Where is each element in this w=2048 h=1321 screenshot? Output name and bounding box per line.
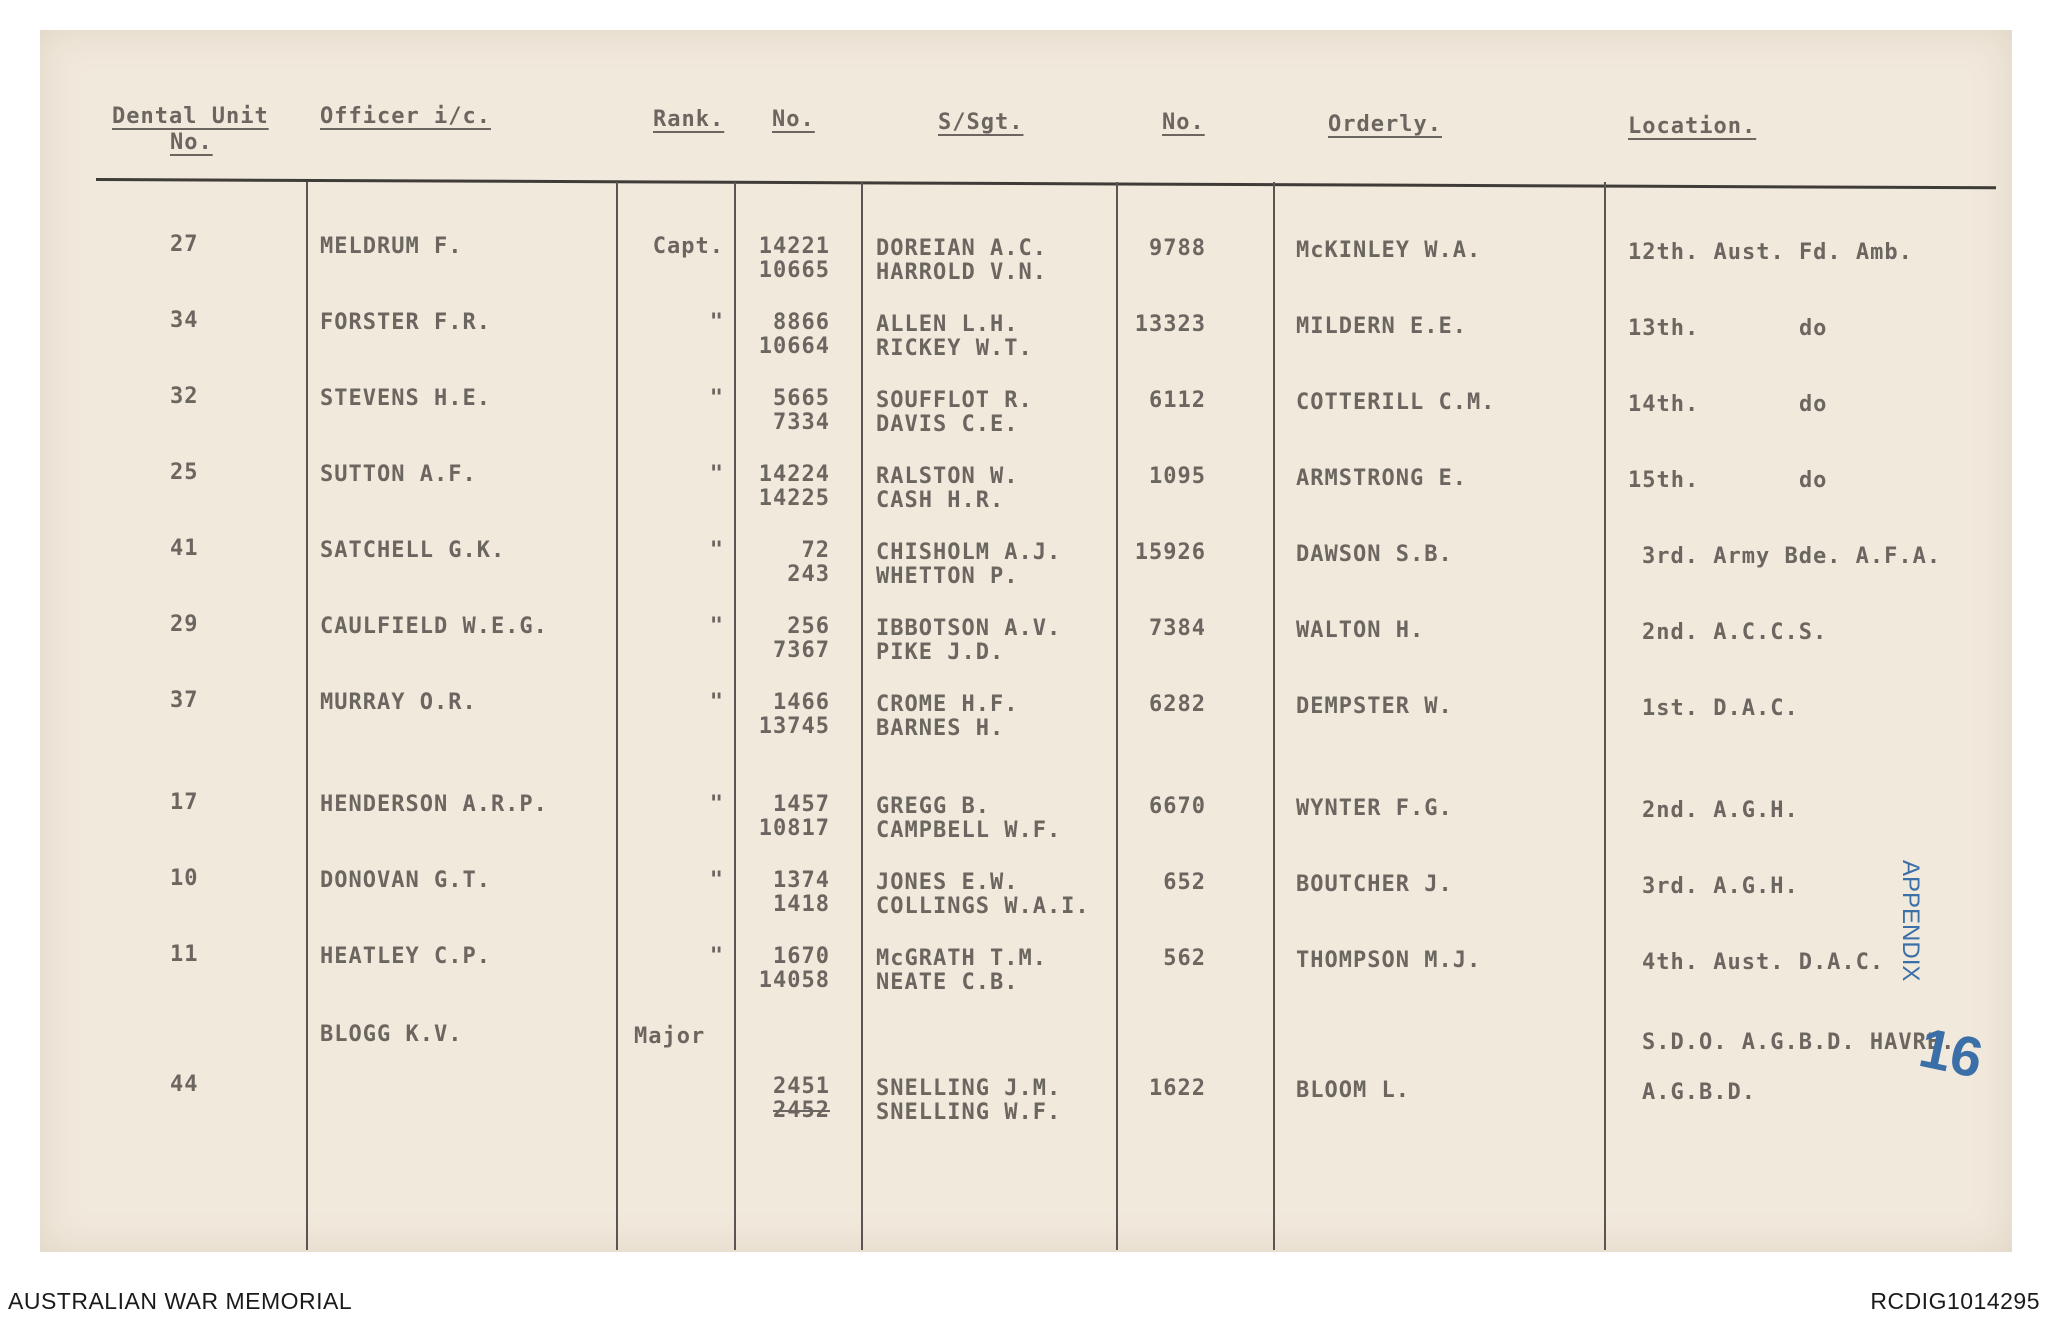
row-rank: Capt.: [652, 234, 724, 259]
row-location: 2nd. A.C.C.S.: [1642, 620, 1828, 645]
row-orderly: MILDERN E.E.: [1296, 314, 1467, 339]
row-unit-no: 34: [170, 308, 199, 333]
row-ssgt-a: JONES E.W.: [876, 870, 1019, 895]
row-officer: DONOVAN G.T.: [320, 868, 491, 893]
row-no1-a: 14221: [758, 234, 830, 259]
blogg-rank: Major: [634, 1024, 706, 1049]
row-unit-no: 27: [170, 232, 199, 257]
column-divider: [734, 182, 736, 1250]
row-location: 14th. do: [1628, 392, 1828, 417]
row-no1-b: 13745: [758, 714, 830, 739]
row-no2: 15926: [1134, 540, 1206, 565]
row-no2: 9788: [1149, 236, 1206, 261]
unit-44-no1-b: 2452: [773, 1098, 830, 1123]
header-no-1: No.: [772, 107, 815, 132]
blogg-location: S.D.O. A.G.B.D. HAVRE.: [1642, 1030, 1956, 1055]
row-no1-b: 10817: [758, 816, 830, 841]
row-ssgt-b: CAMPBELL W.F.: [876, 818, 1062, 843]
header-rank: Rank.: [653, 107, 725, 132]
row-ssgt-b: PIKE J.D.: [876, 640, 1005, 665]
row-orderly: McKINLEY W.A.: [1296, 238, 1482, 263]
row-ssgt-b: COLLINGS W.A.I.: [876, 894, 1090, 919]
row-orderly: DEMPSTER W.: [1296, 694, 1453, 719]
footer-institution: AUSTRALIAN WAR MEMORIAL: [8, 1288, 353, 1314]
header-officer: Officer i/c.: [320, 104, 491, 129]
row-no1-b: 7367: [773, 638, 830, 663]
row-rank: ": [709, 792, 724, 817]
row-orderly: BOUTCHER J.: [1296, 872, 1453, 897]
header-ssgt: S/Sgt.: [938, 110, 1024, 135]
header-location: Location.: [1628, 114, 1757, 139]
blogg-officer: BLOGG K.V.: [320, 1022, 463, 1047]
row-unit-no: 17: [170, 790, 199, 815]
row-ssgt-a: GREGG B.: [876, 794, 990, 819]
row-no1-b: 7334: [773, 410, 830, 435]
row-no1-a: 1457: [773, 792, 830, 817]
row-no1-a: 1466: [773, 690, 830, 715]
row-orderly: WYNTER F.G.: [1296, 796, 1453, 821]
unit-44-orderly: BLOOM L.: [1296, 1078, 1410, 1103]
row-ssgt-a: CROME H.F.: [876, 692, 1019, 717]
row-no1-b: 10665: [758, 258, 830, 283]
row-unit-no: 41: [170, 536, 199, 561]
row-no2: 562: [1163, 946, 1206, 971]
row-location: 3rd. Army Bde. A.F.A.: [1642, 544, 1942, 569]
row-unit-no: 10: [170, 866, 199, 891]
row-ssgt-a: IBBOTSON A.V.: [876, 616, 1062, 641]
appendix-stamp: APPENDIX: [1897, 860, 1924, 982]
row-no2: 6670: [1149, 794, 1206, 819]
row-ssgt-b: DAVIS C.E.: [876, 412, 1019, 437]
row-ssgt-a: McGRATH T.M.: [876, 946, 1047, 971]
row-unit-no: 32: [170, 384, 199, 409]
header-no-2: No.: [1162, 110, 1205, 135]
row-officer: MURRAY O.R.: [320, 690, 477, 715]
row-unit-no: 29: [170, 612, 199, 637]
row-no1-a: 14224: [758, 462, 830, 487]
row-no2: 6112: [1149, 388, 1206, 413]
row-rank: ": [709, 462, 724, 487]
row-no1-a: 5665: [773, 386, 830, 411]
row-officer: CAULFIELD W.E.G.: [320, 614, 548, 639]
footer-record-id: RCDIG1014295: [1870, 1288, 2040, 1314]
row-no2: 652: [1163, 870, 1206, 895]
row-unit-no: 11: [170, 942, 199, 967]
column-divider: [1604, 182, 1606, 1250]
row-no1-a: 1670: [773, 944, 830, 969]
row-orderly: ARMSTRONG E.: [1296, 466, 1467, 491]
row-ssgt-b: BARNES H.: [876, 716, 1005, 741]
row-location: 12th. Aust. Fd. Amb.: [1628, 240, 1913, 265]
row-orderly: COTTERILL C.M.: [1296, 390, 1496, 415]
column-divider: [1273, 182, 1275, 1250]
row-ssgt-a: ALLEN L.H.: [876, 312, 1019, 337]
row-no1-a: 8866: [773, 310, 830, 335]
row-rank: ": [709, 310, 724, 335]
column-divider: [861, 182, 863, 1250]
row-location: 15th. do: [1628, 468, 1828, 493]
row-officer: SATCHELL G.K.: [320, 538, 506, 563]
row-rank: ": [709, 386, 724, 411]
unit-44-no2: 1622: [1149, 1076, 1206, 1101]
unit-44-location: A.G.B.D.: [1642, 1080, 1756, 1105]
unit-44-no1-a: 2451: [773, 1074, 830, 1099]
header-dental-unit-no: No.: [170, 130, 213, 155]
row-ssgt-b: NEATE C.B.: [876, 970, 1019, 995]
unit-44-ssgt-b: SNELLING W.F.: [876, 1100, 1062, 1125]
column-divider: [616, 182, 618, 1250]
row-location: 2nd. A.G.H.: [1642, 798, 1799, 823]
row-ssgt-a: SOUFFLOT R.: [876, 388, 1033, 413]
row-rank: ": [709, 868, 724, 893]
row-rank: ": [709, 538, 724, 563]
row-orderly: WALTON H.: [1296, 618, 1425, 643]
row-no2: 1095: [1149, 464, 1206, 489]
handwritten-number: 16: [1914, 1015, 1989, 1090]
row-ssgt-b: RICKEY W.T.: [876, 336, 1033, 361]
header-orderly: Orderly.: [1328, 112, 1442, 137]
row-no1-b: 1418: [773, 892, 830, 917]
row-ssgt-a: CHISHOLM A.J.: [876, 540, 1062, 565]
row-no1-b: 10664: [758, 334, 830, 359]
row-no1-b: 14058: [758, 968, 830, 993]
row-ssgt-a: RALSTON W.: [876, 464, 1019, 489]
row-no1-b: 243: [787, 562, 830, 587]
row-no1-a: 256: [787, 614, 830, 639]
row-no2: 6282: [1149, 692, 1206, 717]
row-no2: 7384: [1149, 616, 1206, 641]
row-officer: MELDRUM F.: [320, 234, 463, 259]
row-orderly: THOMPSON M.J.: [1296, 948, 1482, 973]
row-ssgt-b: WHETTON P.: [876, 564, 1019, 589]
row-officer: STEVENS H.E.: [320, 386, 491, 411]
row-location: 1st. D.A.C.: [1642, 696, 1799, 721]
row-ssgt-b: CASH H.R.: [876, 488, 1005, 513]
column-divider: [306, 182, 308, 1250]
row-rank: ": [709, 944, 724, 969]
row-rank: ": [709, 690, 724, 715]
column-divider: [1116, 182, 1118, 1250]
row-no1-a: 72: [801, 538, 830, 563]
row-ssgt-b: HARROLD V.N.: [876, 260, 1047, 285]
row-location: 13th. do: [1628, 316, 1828, 341]
row-location: 3rd. A.G.H.: [1642, 874, 1799, 899]
row-unit-no: 25: [170, 460, 199, 485]
row-rank: ": [709, 614, 724, 639]
row-no1-b: 14225: [758, 486, 830, 511]
row-unit-no: 37: [170, 688, 199, 713]
row-location: 4th. Aust. D.A.C.: [1642, 950, 1885, 975]
row-officer: SUTTON A.F.: [320, 462, 477, 487]
unit-44: 44: [170, 1072, 199, 1097]
header-dental-unit: Dental Unit: [112, 104, 269, 129]
row-ssgt-a: DOREIAN A.C.: [876, 236, 1047, 261]
row-officer: HEATLEY C.P.: [320, 944, 491, 969]
row-officer: FORSTER F.R.: [320, 310, 491, 335]
unit-44-ssgt-a: SNELLING J.M.: [876, 1076, 1062, 1101]
row-no1-a: 1374: [773, 868, 830, 893]
row-no2: 13323: [1134, 312, 1206, 337]
row-orderly: DAWSON S.B.: [1296, 542, 1453, 567]
row-officer: HENDERSON A.R.P.: [320, 792, 548, 817]
